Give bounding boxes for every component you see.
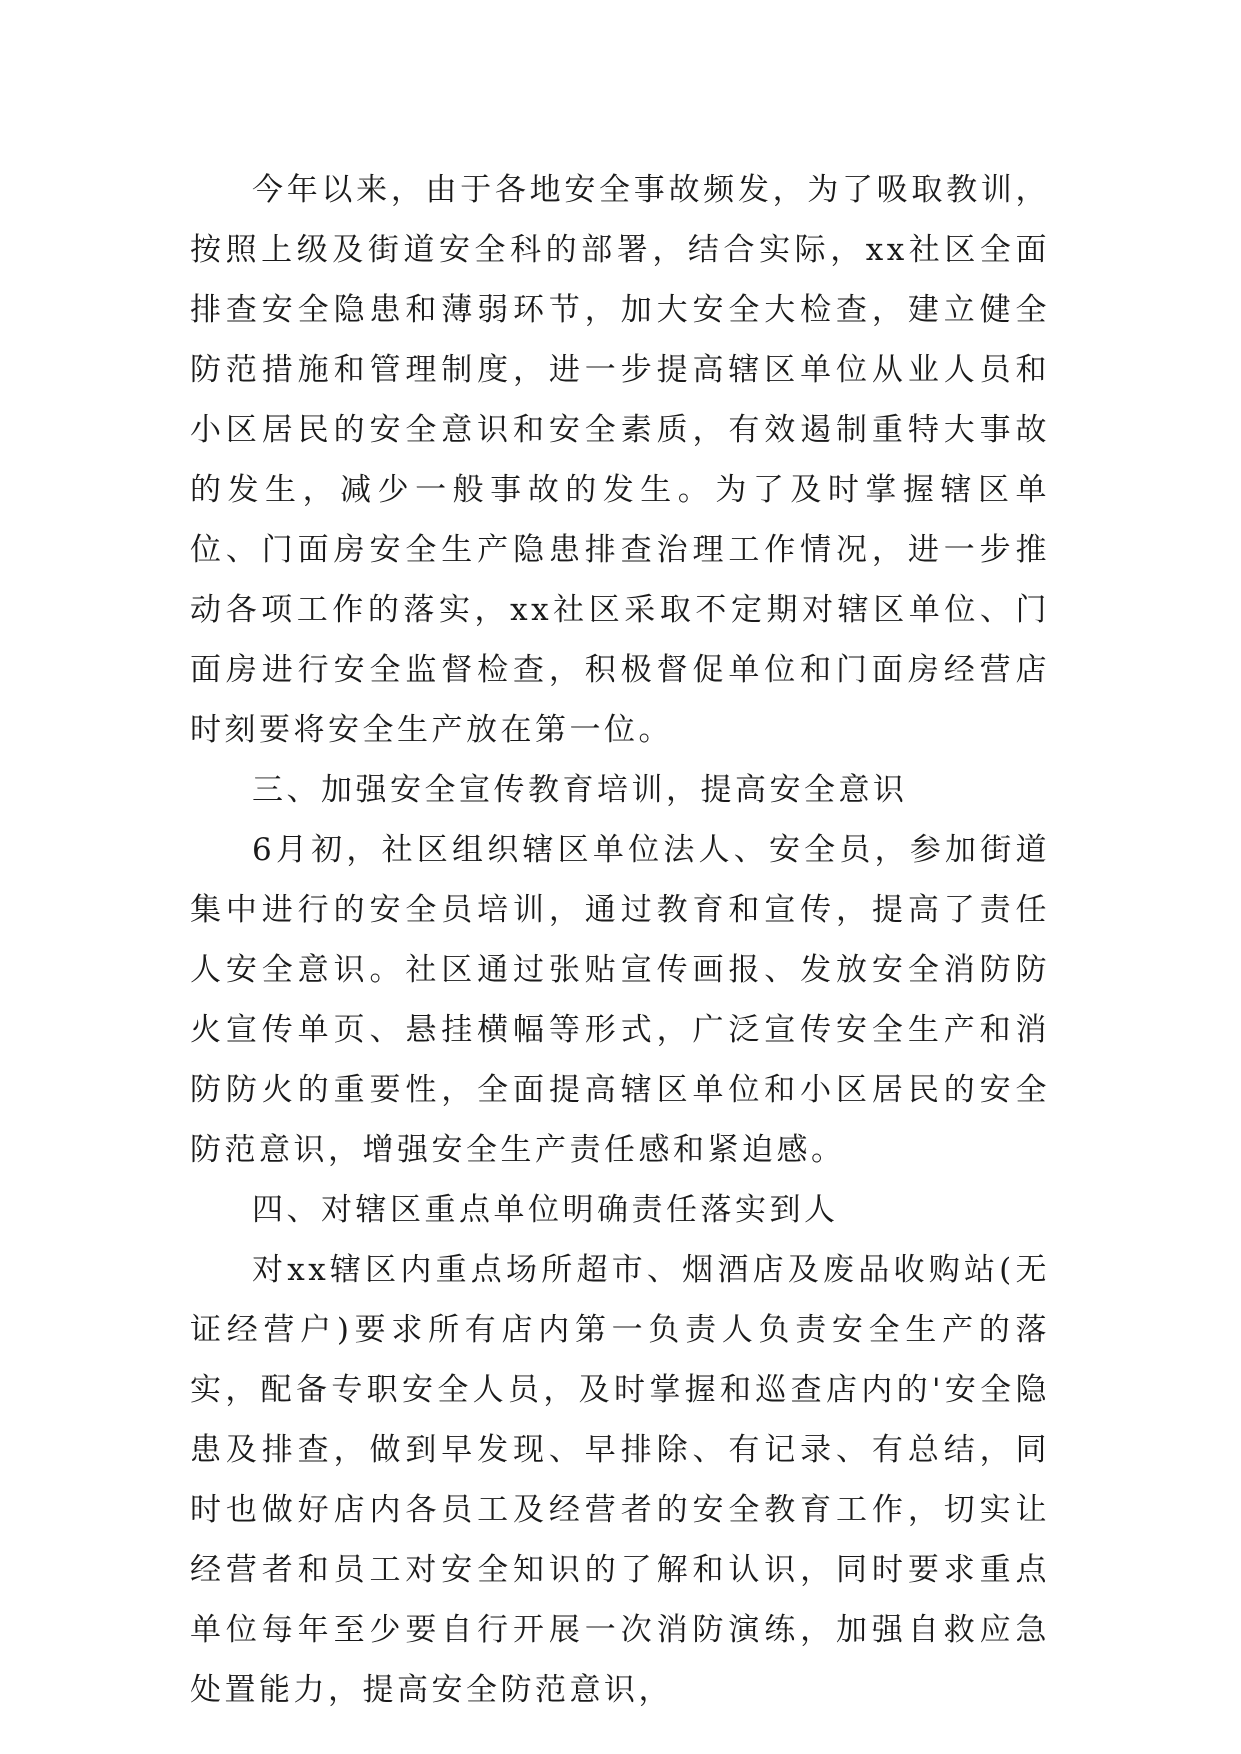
paragraph-training: 6月初，社区组织辖区单位法人、安全员，参加街道集中进行的安全员培训，通过教育和宣传，提高了责任人安全意识。社区通过张贴宣传画报、发放安全消防防火宣传单页、悬挂横幅等形式，广泛宣传安全生产和消防防火的重要性，全面提高辖区单位和小区居民的安全防范意识，增强安全生产责任感和紧迫感。 [190,832,1050,1168]
paragraph-key-units: 对xx辖区内重点场所超市、烟酒店及废品收购站(无证经营户)要求所有店内第一负责人负责安全生产的落实，配备专职安全人员，及时掌握和巡查店内的'安全隐患及排查，做到早发现、早排除、有记录、有总结，同时也做好店内各员工及经营者的安全教育工作，切实让经营者和员工对安全知识的了解和认识，同时要求重点单位每年至少要自行开展一次消防演练，加强自救应急处置能力，提高安全防范意识， [190,1252,1050,1708]
section-heading-3: 三、加强安全宣传教育培训，提高安全意识 [252,772,908,808]
paragraph-intro: 今年以来，由于各地安全事故频发，为了吸取教训，按照上级及街道安全科的部署，结合实际，xx社区全面排查安全隐患和薄弱环节，加大安全大检查，建立健全防范措施和管理制度，进一步提高辖区单位从业人员和小区居民的安全意识和安全素质，有效遏制重特大事故的发生，减少一般事故的发生。为了及时掌握辖区单位、门面房安全生产隐患排查治理工作情况，进一步推动各项工作的落实，xx社区采取不定期对辖区单位、门面房进行安全监督检查，积极督促单位和门面房经营店时刻要将安全生产放在第一位。 [190,172,1050,748]
section-heading-4: 四、对辖区重点单位明确责任落实到人 [252,1192,839,1228]
document-body [190,160,1050,1720]
